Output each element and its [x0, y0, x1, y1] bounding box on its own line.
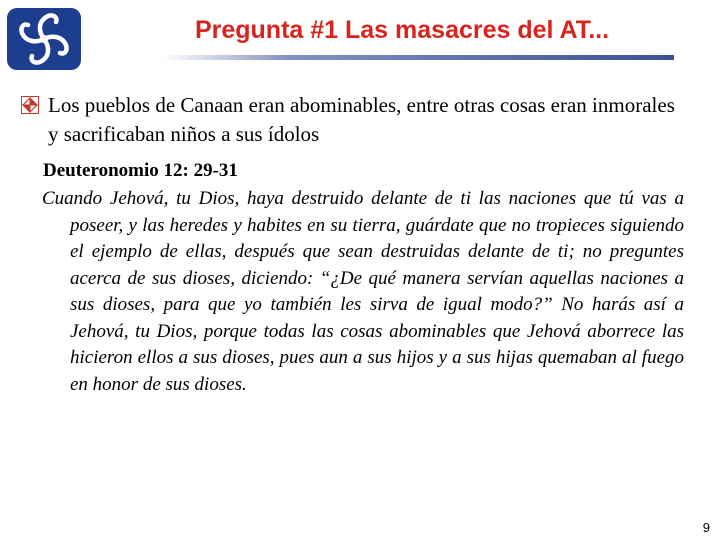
diamond-bullet-icon [21, 96, 39, 114]
scripture-quote: Cuando Jehová, tu Dios, haya destruido delante de ti las naciones que tú vas a poseer, y las heredes y habites en su tierra, guárdate que no tropieces siguiendo el ejemplo de ellas, después que sean destruidas delante de ti; no preguntes acerca de sus dioses, diciendo: “¿De qué manera servían aquellas naciones a sus dioses, para que yo también les sirva de igual modo?” No harás así a Jehová, tu Dios, porque todas las cosas abominables que Jehová aborrece las hicieron ellos a sus dioses, pues aun a sus hijos y a sus hijas quemaban al fuego en honor de sus dioses. [42, 188, 684, 395]
scripture-reference: Deuteronomio 12: 29-31 [43, 160, 238, 181]
pinwheel-logo-icon [4, 5, 84, 73]
bullet-text: Los pueblos de Canaan eran abominables, entre otras cosas eran inmorales y sacrificaban niños a sus ídolos [48, 93, 675, 146]
title-underline [162, 55, 674, 60]
slide-title: Pregunta #1 Las masacres del AT... [194, 16, 610, 44]
page-number: 9 [702, 520, 710, 535]
